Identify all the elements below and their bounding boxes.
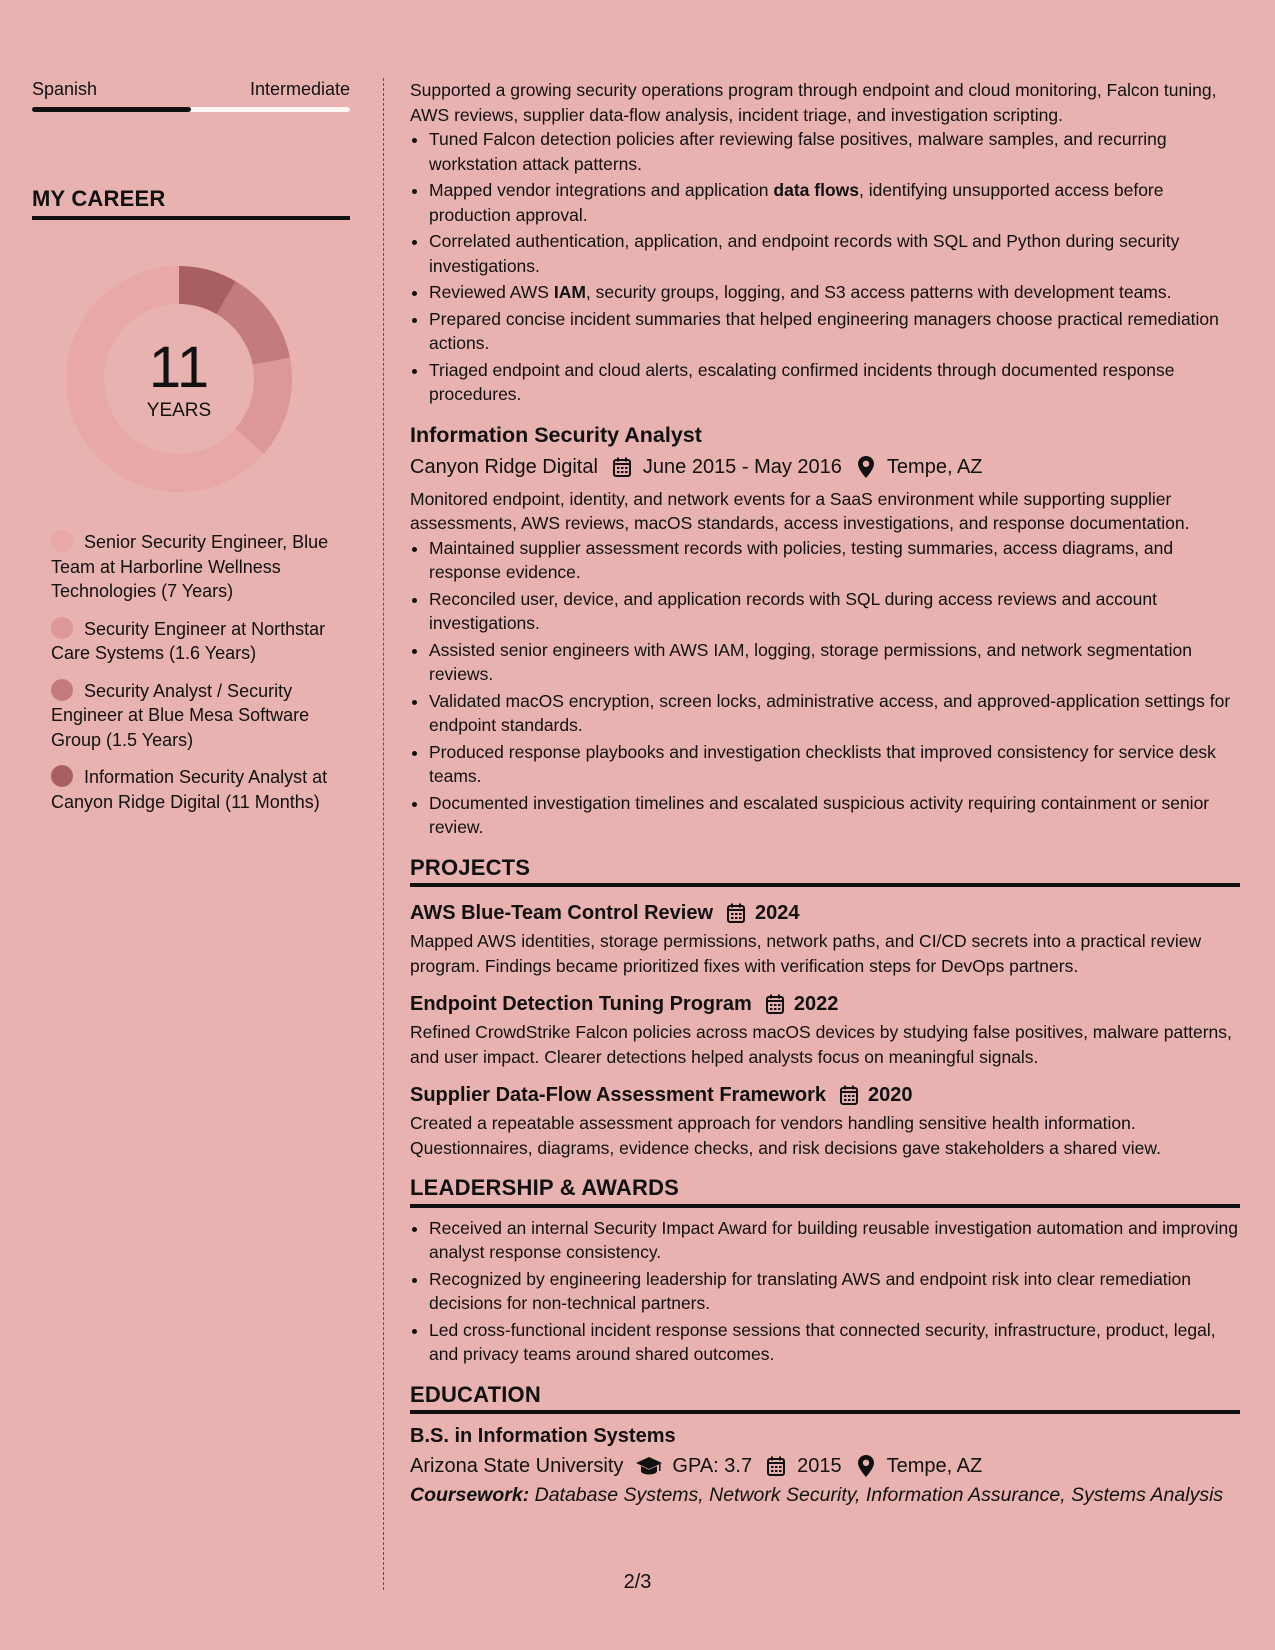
calendar-icon — [727, 902, 747, 924]
language-level-fill — [32, 107, 191, 112]
language-level-bar — [32, 107, 350, 112]
coursework — [410, 1483, 1240, 1508]
job-bullet: • Validated macOS encryption, screen locks, administrative access, and approved-application settings for endpoint standards. — [429, 689, 1240, 738]
bullet-text: Triaged endpoint and cloud alerts, escalating confirmed incidents through documented response procedures. — [429, 359, 1175, 404]
coursework-label: Coursework: — [410, 1484, 530, 1506]
project-title-row — [410, 1081, 1240, 1109]
legend-dot — [51, 530, 73, 552]
job-bullet: • Documented investigation timelines and escalated suspicious activity requiring containment or senior review. — [429, 791, 1240, 840]
leadership-bullet: • Received an internal Security Impact Award for building reusable investigation automation and improving analyst response consistency. — [429, 1216, 1240, 1265]
bullet-bold: IAM — [553, 282, 586, 302]
job-bullet: • Produced response playbooks and investigation checklists that improved consistency for service desk teams. — [429, 740, 1240, 789]
job-bullet — [429, 307, 1240, 356]
career-legend-item — [51, 765, 350, 814]
career-legend-label: Senior Security Engineer, Blue Team at Harborline Wellness Technologies (7 Years) — [51, 532, 329, 601]
career-legend-item — [51, 617, 350, 666]
project-item — [410, 899, 1240, 978]
education-location: Tempe, AZ — [886, 1455, 983, 1477]
bullet-text: Mapped vendor integrations and application — [429, 180, 774, 200]
language-name: Spanish — [32, 79, 98, 99]
main-column — [410, 78, 1240, 1508]
career-heading: MY CAREER — [32, 186, 350, 220]
leadership-heading: LEADERSHIP & AWARDS — [410, 1176, 1240, 1208]
job-bullets — [410, 536, 1240, 840]
project-title-row — [410, 899, 1240, 927]
sidebar — [32, 78, 350, 827]
job-bullet: • Reconciled user, device, and application records with SQL during access reviews and account investigations. — [429, 587, 1240, 636]
leadership-bullet: • Led cross-functional incident response sessions that connected security, infrastructure, product, legal, and privacy teams around shared outcomes. — [429, 1318, 1240, 1367]
bullet-text: Reviewed AWS — [429, 282, 554, 302]
bullet-bold: data flows — [773, 180, 859, 200]
legend-dot — [51, 617, 73, 639]
map-pin-icon — [855, 1455, 877, 1477]
job-bullets — [410, 127, 1240, 407]
graduation-year: 2015 — [797, 1455, 842, 1477]
leadership-bullet: • Recognized by engineering leadership for translating AWS and endpoint risk into clear remediation decisions for non-technical partners. — [429, 1267, 1240, 1316]
job-bullet: • Assisted senior engineers with AWS IAM, logging, storage permissions, and network segmentation reviews. — [429, 638, 1240, 687]
career-donut-chart — [64, 264, 294, 494]
job-meta — [410, 453, 1240, 481]
project-title: Endpoint Detection Tuning Program — [410, 993, 752, 1015]
degree-title: B.S. in Information Systems — [410, 1425, 676, 1447]
school-name: Arizona State University — [410, 1455, 624, 1477]
job-summary: Supported a growing security operations program through endpoint and cloud monitoring, Falcon tuning, AWS reviews, supplier data-flow analysis, incident triage, and investigation scripting. — [410, 80, 1217, 125]
column-divider — [383, 78, 384, 1590]
coursework-list: Database Systems, Network Security, Information Assurance, Systems Analysis — [529, 1484, 1224, 1506]
career-legend — [51, 530, 350, 814]
bullet-text: Correlated authentication, application, and endpoint records with SQL and Python during security investigations. — [429, 231, 1180, 276]
job-bullet — [429, 178, 1240, 227]
project-item — [410, 1081, 1240, 1160]
calendar-icon — [766, 993, 786, 1015]
legend-dot — [51, 765, 73, 787]
calendar-icon — [611, 456, 633, 478]
education-meta — [410, 1452, 1240, 1480]
company-name: Canyon Ridge Digital — [410, 455, 598, 478]
projects-heading: PROJECTS — [410, 856, 1240, 888]
job-bullet — [429, 229, 1240, 278]
project-title-row — [410, 990, 1240, 1018]
project-description: Created a repeatable assessment approach for vendors handling sensitive health information. Questionnaires, diagrams, evidence checks, and risk decisions gave stakeholders a shared view. — [410, 1113, 1161, 1158]
legend-dot — [51, 679, 73, 701]
job-bullet — [429, 280, 1240, 305]
job-title: Information Security Analyst — [410, 422, 702, 447]
calendar-icon — [765, 1455, 787, 1477]
project-year: 2024 — [755, 902, 800, 924]
job-location: Tempe, AZ — [886, 455, 983, 478]
leadership-bullets — [410, 1216, 1240, 1367]
career-legend-item — [51, 679, 350, 753]
project-title: Supplier Data-Flow Assessment Framework — [410, 1084, 827, 1106]
graduation-cap-icon — [636, 1455, 662, 1477]
project-year: 2020 — [868, 1084, 913, 1106]
map-pin-icon — [855, 456, 877, 478]
total-years-number: 11 — [148, 335, 210, 400]
project-description: Refined CrowdStrike Falcon policies across macOS devices by studying false positives, malware patterns, and user impact. Clearer detections helped analysts focus on meaningful signals. — [410, 1022, 1232, 1067]
page-number: 2/3 — [623, 1571, 652, 1593]
career-legend-label: Information Security Analyst at Canyon Ridge Digital (11 Months) — [51, 767, 328, 812]
project-year: 2022 — [793, 993, 839, 1015]
project-item — [410, 990, 1240, 1069]
career-legend-label: Security Engineer at Northstar Care Systems (1.6 Years) — [51, 618, 326, 663]
career-legend-item — [51, 530, 350, 604]
project-description: Mapped AWS identities, storage permissions, network paths, and CI/CD secrets into a practical review program. Findings became prioritized fixes with verification steps for DevOps partners. — [410, 931, 1202, 976]
job-dates: June 2015 - May 2016 — [642, 455, 842, 478]
language-level: Intermediate — [249, 79, 350, 99]
bullet-text: , identifying unsupported access before production approval. — [429, 180, 1164, 225]
career-legend-label: Security Analyst / Security Engineer at Blue Mesa Software Group (1.5 Years) — [51, 680, 310, 750]
calendar-icon — [840, 1084, 860, 1106]
bullet-text: , security groups, logging, and S3 access patterns with development teams. — [585, 282, 1172, 302]
education-heading: EDUCATION — [410, 1383, 1240, 1415]
language-row — [32, 78, 350, 100]
bullet-text: Tuned Falcon detection policies after reviewing false positives, malware samples, and recurring workstation attack patterns. — [429, 129, 1167, 174]
bullet-text: Prepared concise incident summaries that helped engineering managers choose practical remediation actions. — [429, 308, 1219, 353]
job-bullet: • Maintained supplier assessment records with policies, testing summaries, access diagrams, and response evidence. — [429, 536, 1240, 585]
project-title: AWS Blue-Team Control Review — [410, 902, 714, 924]
job-bullet — [429, 127, 1240, 176]
job-summary: Monitored endpoint, identity, and network events for a SaaS environment while supporting supplier assessments, AWS reviews, macOS standards, access investigations, and response documentation. — [410, 488, 1190, 533]
gpa: GPA: 3.7 — [672, 1455, 753, 1477]
total-years-unit: YEARS — [146, 400, 212, 421]
job-bullet — [429, 358, 1240, 407]
